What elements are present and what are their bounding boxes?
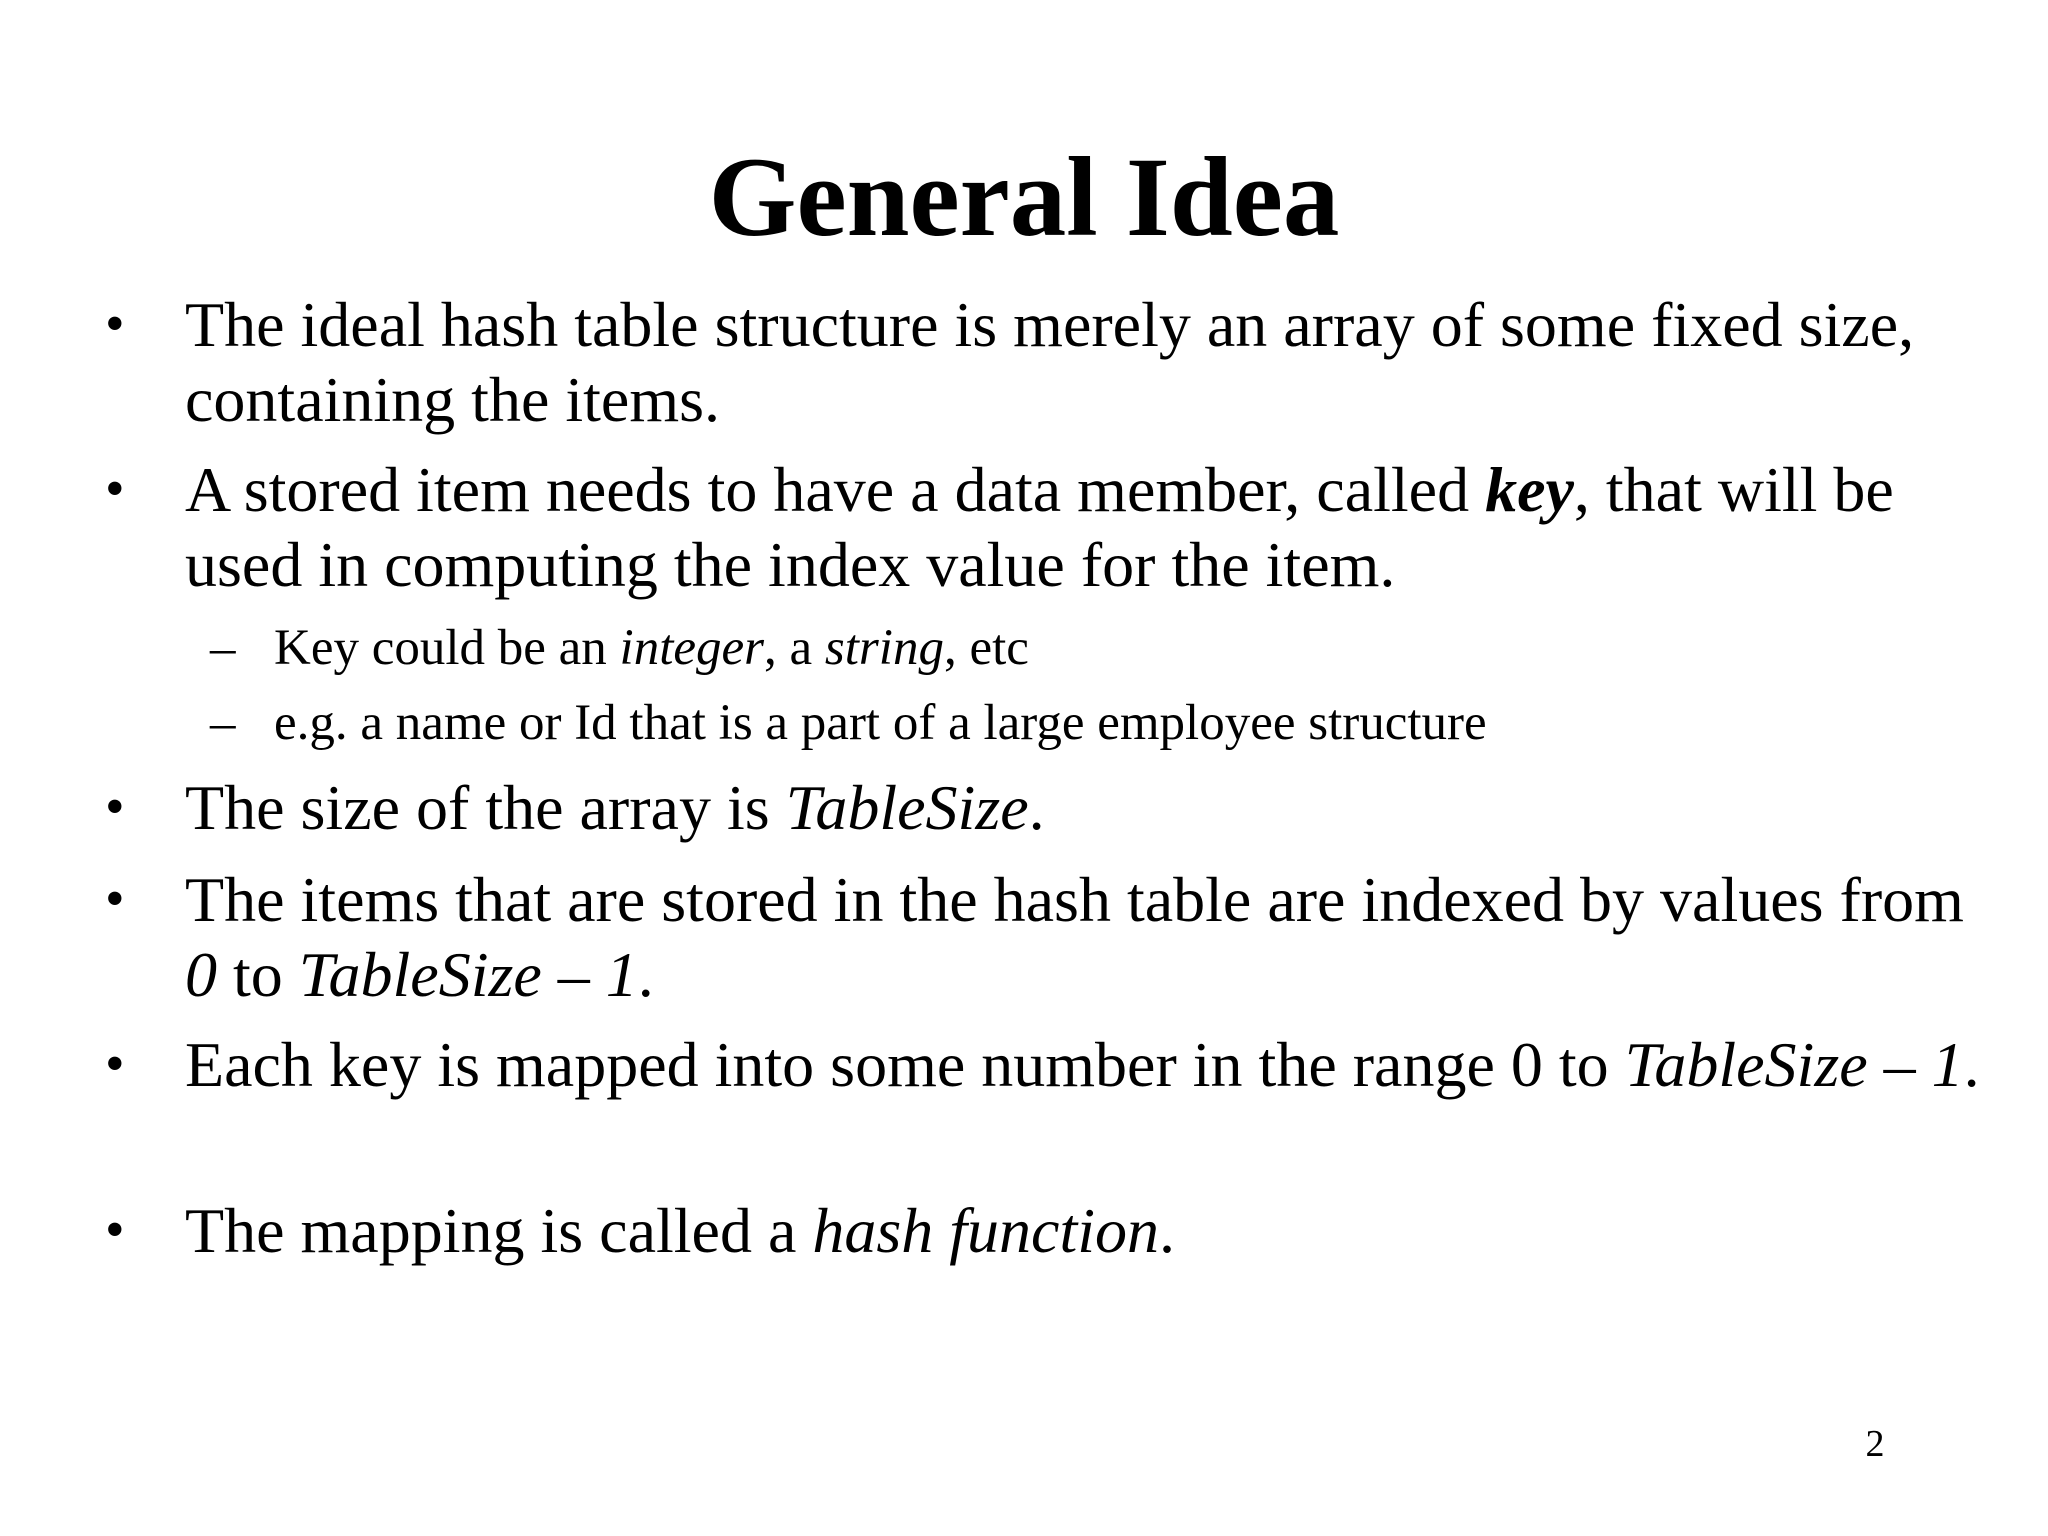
bullet-marker: •	[105, 458, 125, 520]
bullet-text-italic: TableSize – 1	[1624, 1029, 1964, 1100]
sub-bullet-item-2	[210, 693, 1974, 753]
bullet-text-part: Each key is mapped into some number in the range 0 to	[185, 1029, 1625, 1100]
bullet-text-italic: TableSize	[785, 772, 1029, 843]
bullet-item-2	[105, 452, 1985, 602]
sub-bullet-marker: –	[210, 620, 236, 676]
sub-bullet-text-part: Key could be an	[274, 620, 620, 676]
bullet-text-italic: TableSize – 1	[298, 939, 638, 1010]
bullet-text-italic: 0	[185, 939, 217, 1010]
bullet-item-1	[105, 287, 1985, 437]
bullet-marker: •	[105, 868, 125, 930]
bullet-text-part: , that will be used in computing the index value for the item.	[185, 454, 1894, 600]
bullet-marker: •	[105, 1199, 125, 1261]
bullet-text-part: .	[1159, 1195, 1175, 1266]
bullet-text-part: .	[637, 939, 654, 1010]
bullet-item-5	[105, 1027, 1985, 1102]
sub-bullet-text: e.g. a name or Id that is a part of a large employee structure	[274, 695, 1487, 751]
page-number: 2	[1865, 1423, 1885, 1465]
bullet-text-part: .	[1028, 772, 1045, 843]
bullet-marker: •	[105, 776, 125, 838]
sub-bullet-text-italic: string	[824, 620, 944, 676]
bullet-marker: •	[105, 293, 125, 355]
sub-bullet-item-1	[210, 618, 1974, 678]
sub-bullet-text-part: , etc	[943, 620, 1029, 676]
sub-bullet-text-italic: integer	[619, 620, 765, 676]
bullet-text: The ideal hash table structure is merely an array of some fixed size, containing the items.	[185, 289, 1915, 435]
bullet-text-italic: hash function	[812, 1195, 1159, 1266]
sub-bullet-text-part: , a	[764, 620, 825, 676]
bullet-text-part: The items that are stored in the hash table are indexed by values from	[185, 864, 1964, 935]
bullet-text-part: The size of the array is	[185, 772, 786, 843]
bullet-text-part: The mapping is called a	[185, 1195, 813, 1266]
bullet-marker: •	[105, 1033, 125, 1095]
bullet-item-4	[105, 862, 1985, 1012]
bullet-text-part: to	[217, 939, 299, 1010]
slide-title: General Idea	[708, 135, 1340, 260]
bullet-text-key-term: key	[1485, 454, 1574, 525]
bullet-item-3	[105, 770, 1985, 845]
bullet-item-6	[105, 1193, 1985, 1268]
bullet-text-part: A stored item needs to have a data member, called	[185, 454, 1486, 525]
sub-bullet-marker: –	[210, 695, 236, 751]
bullet-text-part: .	[1963, 1029, 1980, 1100]
